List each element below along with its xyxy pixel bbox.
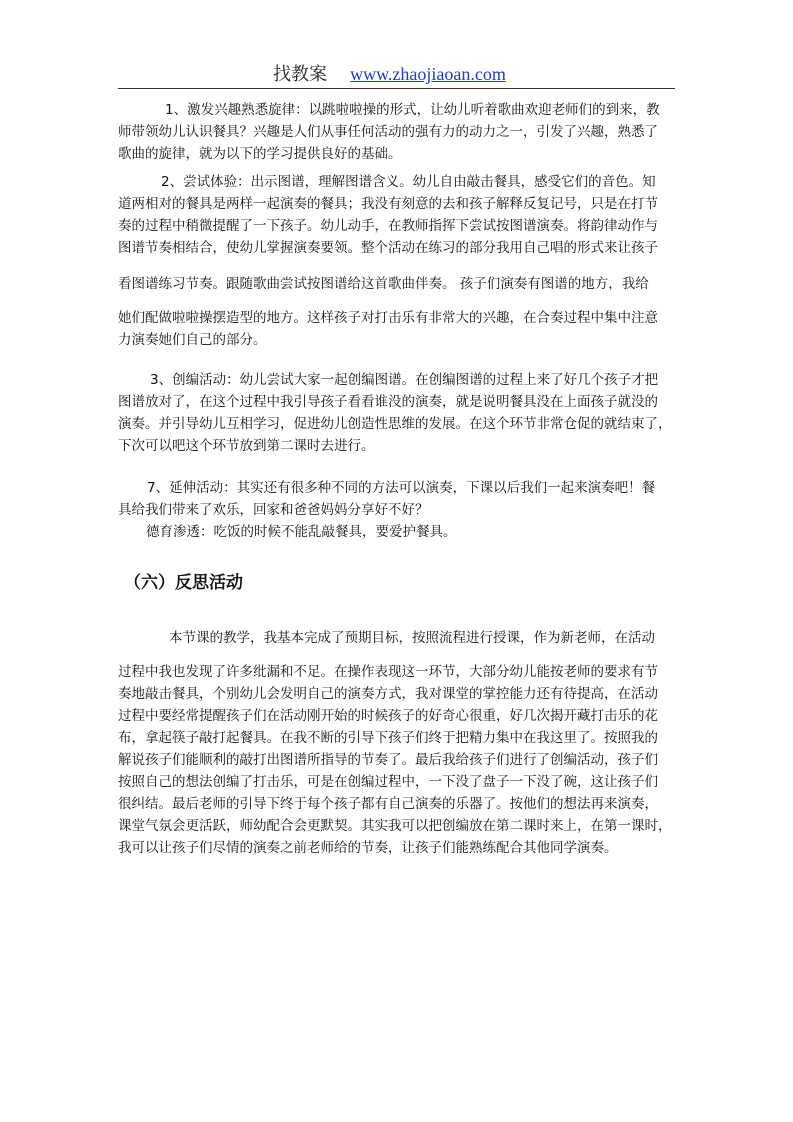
paragraph-2b — [118, 273, 678, 295]
section-heading: （六）反思活动 — [124, 573, 243, 593]
paragraph-line: 奏的过程中稍微提醒了一下孩子。幼儿动手，在教师指挥下尝试按图谱演奏。将韵律动作与 — [118, 218, 658, 234]
paragraph-line: 图谱放对了，在这个过程中我引导孩子看看谁没的演奏，就是说明餐具没在上面孩子就没的 — [118, 394, 658, 410]
header-inner — [273, 60, 506, 86]
paragraph-line: 过程中要经常提醒孩子们在活动刚开始的时候孩子的好奇心很重，好几次揭开藏打击乐的花 — [118, 708, 658, 724]
paragraph-4 — [118, 477, 678, 543]
paragraph-line: 演奏。并引导幼儿互相学习，促进幼儿创造性思维的发展。在这个环节非常仓促的就结束了， — [118, 416, 672, 432]
paragraph-3 — [118, 369, 678, 457]
header-url-link[interactable]: www.zhaojiaoan.com — [350, 64, 506, 84]
paragraph-1 — [118, 99, 678, 165]
paragraph-line: 3、创编活动：幼儿尝试大家一起创编图谱。在创编图谱的过程上来了好几个孩子才把 — [150, 372, 659, 388]
paragraph-line: 力演奏她们自己的部分。 — [118, 332, 267, 348]
paragraph-line: 课堂气氛会更活跃，师幼配合会更默契。其实我可以把创编放在第二课时来上，在第一课时， — [118, 818, 672, 834]
paragraph-line: 她们配做啦啦操摆造型的地方。这样孩子对打击乐有非常大的兴趣，在合奏过程中集中注意 — [118, 310, 658, 326]
paragraph-line: 道两相对的餐具是两样一起演奏的餐具；我没有刻意的去和孩子解释反复记号，只是在打节 — [118, 196, 658, 212]
paragraph-line: 7、延伸活动：其实还有很多种不同的方法可以演奏，下课以后我们一起来演奏吧！餐 — [147, 480, 656, 496]
page-header — [118, 58, 675, 89]
paragraph-2c — [118, 307, 678, 351]
paragraph-line: 奏地敲击餐具，个别幼儿会发明自己的演奏方式，我对课堂的掌控能力还有待提高，在活动 — [118, 686, 658, 702]
paragraph-line: 2、尝试体验：出示图谱，理解图谱含义。幼儿自由敲击餐具，感受它们的音色。知 — [161, 174, 656, 190]
paragraph-line: 下次可以吧这个环节放到第二课时去进行。 — [118, 438, 375, 454]
paragraph-line: 师带领幼儿认识餐具？兴趣是人们从事任何活动的强有力的动力之一，引发了兴趣，熟悉了 — [118, 124, 658, 140]
paragraph-line: 歌曲的旋律，就为以下的学习提供良好的基础。 — [118, 146, 402, 162]
header-title: 找教案 — [273, 64, 327, 85]
paragraph-line: 过程中我也发现了许多纰漏和不足。在操作表现这一环节，大部分幼儿能按老师的要求有节 — [118, 664, 658, 680]
paragraph-line: 很纠结。最后老师的引导下终于每个孩子都有自己演奏的乐器了。按他们的想法再来演奏， — [118, 796, 658, 812]
paragraph-line: 1、激发兴趣熟悉旋律：以跳啦啦操的形式，让幼儿听着歌曲欢迎老师们的到来，教 — [165, 102, 660, 118]
paragraph-5b — [118, 661, 678, 859]
paragraph-line: 图谱节奏相结合，使幼儿掌握演奏要领。整个活动在练习的部分我用自己唱的形式来让孩子 — [118, 240, 658, 256]
paragraph-line: 德育渗透：吃饭的时候不能乱敲餐具，要爱护餐具。 — [146, 524, 457, 540]
paragraph-line: 本节课的教学，我基本完成了预期目标，按照流程进行授课，作为新老师，在活动 — [169, 630, 655, 646]
paragraph-line: 我可以让孩子们尽情的演奏之前老师给的节奏，让孩子们能熟练配合其他同学演奏。 — [118, 840, 618, 856]
paragraph-line: 解说孩子们能顺利的敲打出图谱所指导的节奏了。最后我给孩子们进行了创编活动，孩子们 — [118, 752, 658, 768]
paragraph-2a — [118, 171, 678, 259]
paragraph-line: 按照自己的想法创编了打击乐，可是在创编过程中，一下没了盘子一下没了碗，这让孩子们 — [118, 774, 658, 790]
paragraph-line: 具给我们带来了欢乐，回家和爸爸妈妈分享好不好？ — [118, 502, 429, 518]
paragraph-line: 布，拿起筷子敲打起餐具。在我不断的引导下孩子们终于把精力集中在我这里了。按照我的 — [118, 730, 658, 746]
paragraph-line: 看图谱练习节奏。跟随歌曲尝试按图谱给这首歌曲伴奏。 孩子们演奏有图谱的地方，我给 — [118, 276, 649, 292]
paragraph-5a — [118, 627, 678, 649]
